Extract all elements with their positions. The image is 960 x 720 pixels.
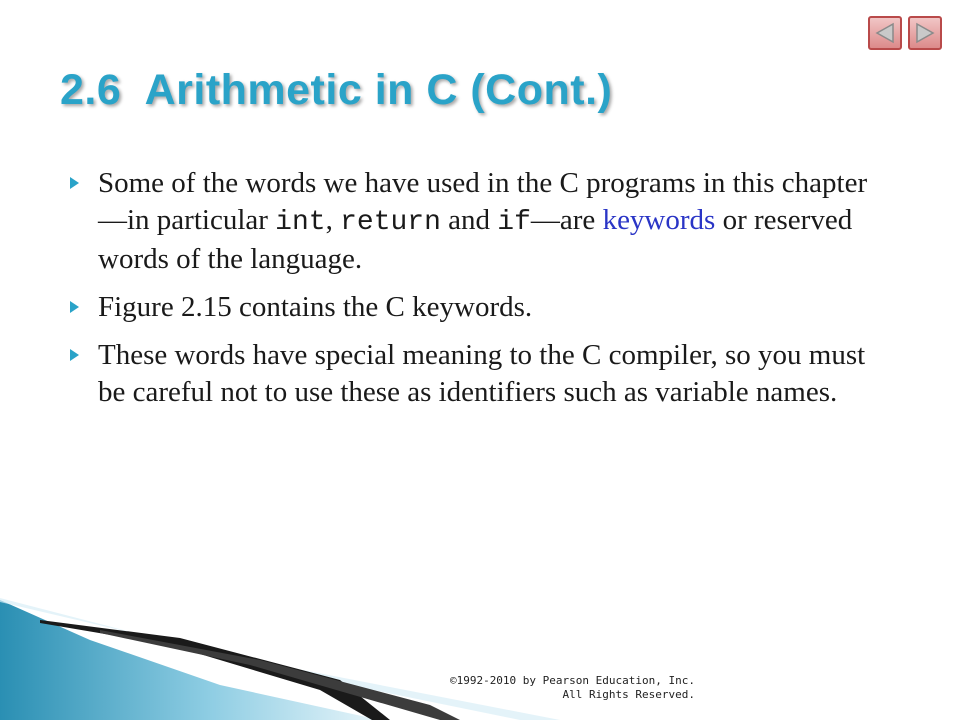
- previous-slide-button[interactable]: [868, 16, 902, 50]
- code-int: int: [275, 207, 326, 238]
- bullet-meaning: These words have special meaning to the C compiler, so you must be careful not to use these as identifiers such as variable names.: [70, 337, 890, 411]
- next-slide-button[interactable]: [908, 16, 942, 50]
- bullet-arrow-icon: [70, 301, 79, 313]
- bullet-arrow-icon: [70, 177, 79, 189]
- copyright-notice: ©1992-2010 by Pearson Education, Inc. All Rights Reserved.: [449, 674, 695, 701]
- title-text: Arithmetic in C (Cont.): [144, 66, 613, 114]
- bullet-list: [70, 165, 890, 422]
- code-return: return: [340, 207, 441, 238]
- bullet-arrow-icon: [70, 349, 79, 361]
- slide-navigation: [868, 16, 942, 50]
- triangle-left-icon: [875, 22, 895, 44]
- code-if: if: [497, 207, 531, 238]
- bullet-figure: Figure 2.15 contains the C keywords.: [70, 289, 890, 326]
- section-number: 2.6: [60, 66, 122, 114]
- bullet-keywords: Some of the words we have used in the C programs in this chapter—in particular int, return and if—are keywords or reserved words of the language.: [70, 165, 890, 278]
- slide-title: [60, 66, 612, 115]
- triangle-right-icon: [915, 22, 935, 44]
- keywords-term: keywords: [602, 204, 716, 236]
